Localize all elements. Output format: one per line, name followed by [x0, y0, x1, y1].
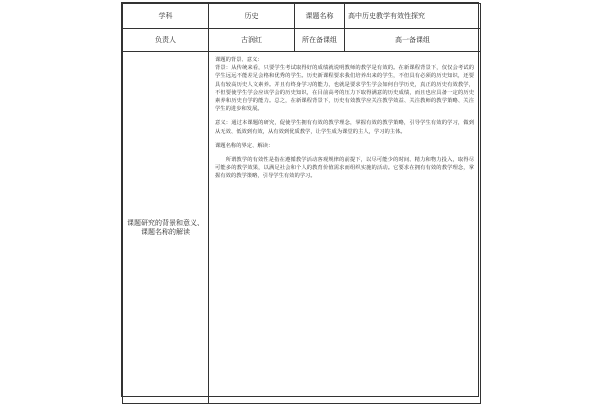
subject-value: 历史: [209, 4, 295, 29]
group-label: 所在备课组: [295, 29, 345, 52]
topic-form-table: [122, 3, 481, 404]
background-paragraph: 背景：从传统来看，只要学生考试取得好的成绩就说明教师的教学是有效的。在新课程背景下，仅仅会考试的学生远远不能差足会格和优秀的学生。历史新课程要求我们培养出来的学生，不但具有必须的历史知识，还要具有较高历史人文素养。并且有终身学习的能力，也就是要求学生学会如何自学历史，真正的历史有效教学，不但要使学生学会应该学会的历史知识，在目前高考的压力下取得满意的历史成绩，而且也应具备一定的历史素养和历史自学的能力。总之，在新课程背景下，历史有效教学应关注教学效益、关注教师的教学策略、关注学生的进步和发展。: [215, 65, 474, 113]
section-side-label: 课题研究的背景和意义、课题名称的解读: [123, 52, 209, 404]
content-row: [123, 52, 481, 404]
background-heading: 课题的背景、意义：: [215, 57, 263, 63]
interpretation-heading: 课题名称的界定、解读：: [215, 142, 274, 149]
group-value: 高一备课组: [345, 29, 481, 52]
topic-form-sheet: [121, 2, 479, 397]
owner-value: 古润红: [209, 29, 295, 52]
topic-label: 课题名称: [295, 4, 345, 29]
significance-paragraph: 意义：通过本课题的研究，促使学生拥有有效的教学理念，掌握有效的教学策略，引导学生有效的学习，做到从无效、低效到有效，从有效到优质教学，让学生成为课堂的主人，学习的主体。: [215, 120, 474, 135]
interpretation-paragraph: 所谓教学的有效性是指在遵循教学活动客观规律的前提下，以尽可能少的时间、精力和物力投入，取得尽可能多的教学效果，以满足社会和个人的教育价值需求而组织实施的活动。它要求在拥有有效的教学理念，掌握有效的教学策略，引导学生有效的学习。: [215, 157, 474, 180]
section-body: [209, 52, 481, 404]
owner-label: 负责人: [123, 29, 209, 52]
topic-value: 高中历史教学有效性探究: [345, 4, 481, 29]
header-row-2: [123, 29, 481, 52]
header-row-1: [123, 4, 481, 29]
subject-label: 学科: [123, 4, 209, 29]
